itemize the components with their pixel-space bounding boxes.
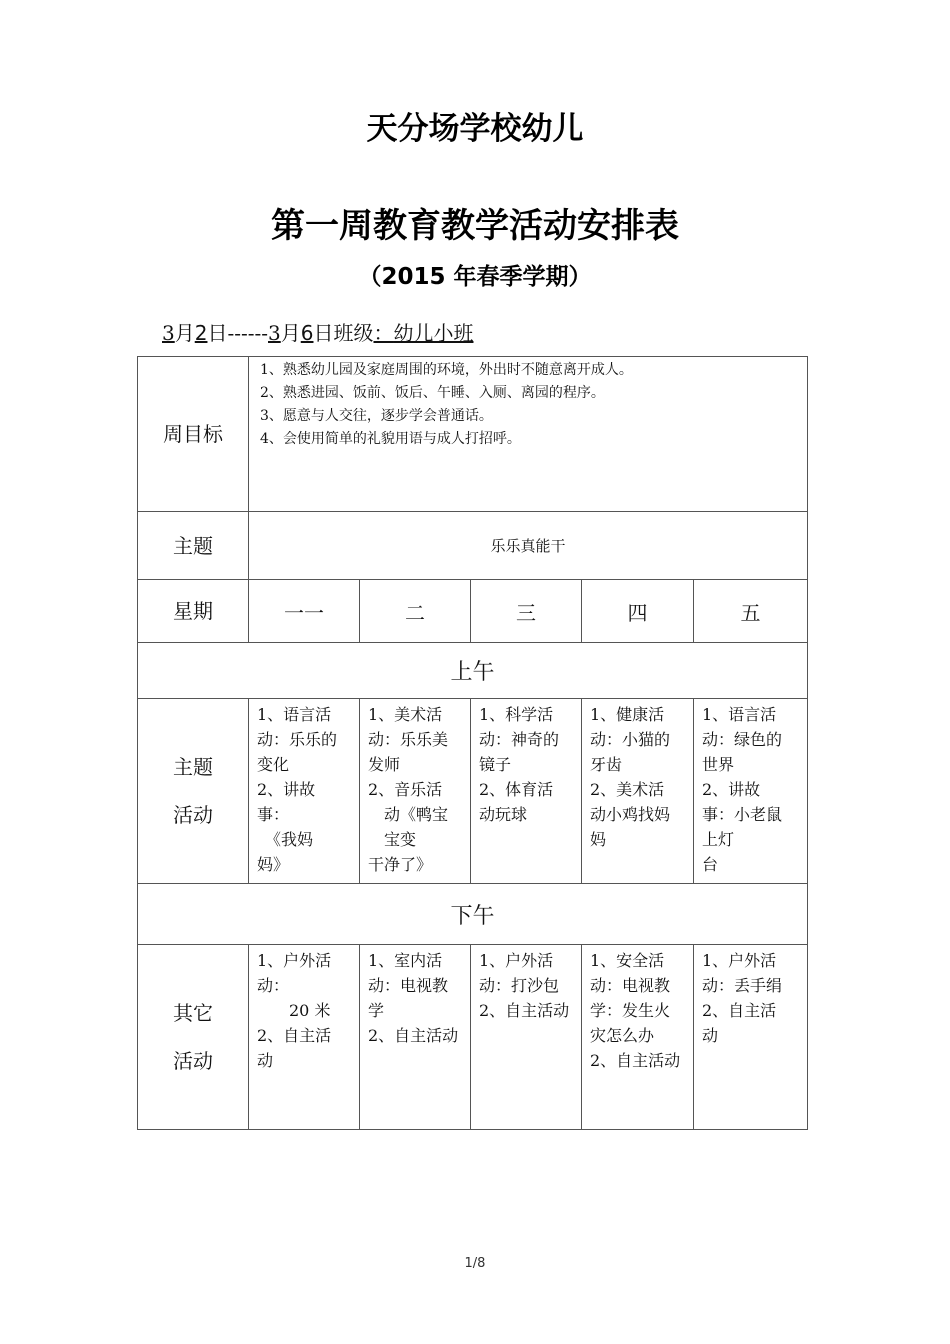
theme-activity-label	[138, 699, 249, 884]
activity-line: 世界	[702, 755, 735, 774]
month-char: 月	[174, 321, 195, 345]
afternoon-row	[138, 884, 808, 945]
activity-line: 20 米	[257, 1001, 331, 1020]
activity-line: 事：小老鼠	[702, 805, 783, 824]
other-activity-tue	[360, 945, 471, 1130]
activity-line: 2、讲故	[702, 780, 761, 799]
theme-activity-fri	[694, 699, 808, 884]
activity-line: 《我妈	[257, 830, 314, 849]
activity-line: 动	[257, 1051, 274, 1070]
activity-line: 1、美术活	[368, 705, 443, 724]
activity-line: 2、自主活动	[479, 1001, 570, 1020]
activity-line: 干净了》	[368, 855, 433, 874]
week-goals	[249, 357, 808, 512]
theme-activity-mon	[249, 699, 360, 884]
weekday-fri: 五	[694, 580, 808, 643]
other-activity-thu	[582, 945, 694, 1130]
activity-line: 1、科学活	[479, 705, 554, 724]
activity-line: 1、户外活	[257, 951, 332, 970]
page-number: 1/8	[464, 1256, 486, 1271]
activity-line: 1、语言活	[702, 705, 777, 724]
schedule-table	[137, 356, 808, 1130]
start-day: 2	[194, 321, 208, 345]
activity-line: 1、安全活	[590, 951, 665, 970]
activity-line: 事：	[257, 805, 290, 824]
activity-line: 2、体育活	[479, 780, 554, 799]
activity-line: 变化	[257, 755, 290, 774]
activity-line: 牙齿	[590, 755, 623, 774]
theme-activity-row	[138, 699, 808, 884]
goal-item: 2、熟悉进园、饭前、饭后、午睡、入厕、离园的程序。	[260, 385, 605, 401]
other-activity-label-line: 其它	[173, 1001, 213, 1025]
other-activity-label-line: 活动	[173, 1049, 213, 1073]
activity-line: 1、户外活	[702, 951, 777, 970]
activity-line: 动：丢手绢	[702, 976, 783, 995]
activity-line: 学	[368, 1001, 385, 1020]
activity-line: 动	[702, 1026, 719, 1045]
other-activity-wed	[471, 945, 582, 1130]
activity-line: 妈	[590, 830, 607, 849]
morning-row	[138, 643, 808, 699]
activity-line: 2、自主活	[257, 1026, 332, 1045]
weekday-thu: 四	[582, 580, 694, 643]
activity-line: 动：电视教	[590, 976, 671, 995]
activity-line: 2、自主活动	[590, 1051, 681, 1070]
start-month: 3	[162, 321, 175, 345]
theme-activity-tue	[360, 699, 471, 884]
activity-line: 动：乐乐的	[257, 730, 338, 749]
activity-line: 动：小猫的	[590, 730, 671, 749]
theme-activity-label-line: 主题	[173, 755, 213, 779]
month-char: 月	[280, 321, 301, 345]
theme-label: 主题	[138, 512, 249, 580]
activity-line: 发师	[368, 755, 401, 774]
activity-line: 动：	[257, 976, 290, 995]
date-class-line	[162, 317, 473, 346]
activity-line: 1、语言活	[257, 705, 332, 724]
theme-row	[138, 512, 808, 580]
other-activity-label	[138, 945, 249, 1130]
activity-line: 灾怎么办	[590, 1026, 655, 1045]
week-goal-row	[138, 357, 808, 512]
end-month: 3	[268, 321, 281, 345]
goal-item: 4、会使用简单的礼貌用语与成人打招呼。	[260, 431, 521, 447]
activity-line: 2、自主活	[702, 1001, 777, 1020]
activity-line: 宝变	[368, 830, 417, 849]
morning-label: 上午	[138, 643, 808, 699]
weekday-label: 星期	[138, 580, 249, 643]
day-char: 日	[207, 321, 228, 345]
goal-item: 3、愿意与人交往，逐步学会普通话。	[260, 408, 493, 424]
activity-line: 动：乐乐美	[368, 730, 449, 749]
activity-line: 动：绿色的	[702, 730, 783, 749]
weekday-row	[138, 580, 808, 643]
activity-line: 动：打沙包	[479, 976, 560, 995]
other-activity-row	[138, 945, 808, 1130]
activity-line: 1、户外活	[479, 951, 554, 970]
activity-line: 1、健康活	[590, 705, 665, 724]
activity-line: 动：神奇的	[479, 730, 560, 749]
activity-line: 上灯	[702, 830, 735, 849]
goal-item: 1、熟悉幼儿园及家庭周围的环境，外出时不随意离开成人。	[260, 362, 633, 378]
activity-line: 镜子	[479, 755, 512, 774]
class-colon: ：	[373, 321, 394, 345]
theme-activity-thu	[582, 699, 694, 884]
activity-line: 妈》	[257, 855, 290, 874]
activity-line: 动小鸡找妈	[590, 805, 671, 824]
afternoon-label: 下午	[138, 884, 808, 945]
activity-line: 2、自主活动	[368, 1026, 459, 1045]
activity-line: 2、美术活	[590, 780, 665, 799]
school-title: 天分场学校幼儿	[366, 111, 584, 147]
semester-subtitle: （2015 年春季学期）	[358, 264, 592, 290]
activity-line: 1、室内活	[368, 951, 443, 970]
class-label: 日班级	[313, 321, 374, 345]
activity-line: 动：电视教	[368, 976, 449, 995]
date-dash: ------	[227, 321, 269, 345]
theme-activity-label-line: 活动	[173, 803, 213, 827]
theme-activity-wed	[471, 699, 582, 884]
activity-line: 动《鸭宝	[368, 805, 449, 824]
theme-value: 乐乐真能干	[249, 512, 808, 580]
class-name: 幼儿小班	[393, 321, 474, 345]
activity-line: 动玩球	[479, 805, 528, 824]
weekday-tue: 二	[360, 580, 471, 643]
weekday-mon: 一一	[249, 580, 360, 643]
other-activity-mon	[249, 945, 360, 1130]
week-goal-label: 周目标	[138, 357, 249, 512]
activity-line: 2、音乐活	[368, 780, 443, 799]
other-activity-fri	[694, 945, 808, 1130]
activity-line: 学：发生火	[590, 1001, 671, 1020]
end-day: 6	[300, 321, 314, 345]
activity-line: 2、讲故	[257, 780, 316, 799]
weekday-wed: 三	[471, 580, 582, 643]
activity-line: 台	[702, 855, 719, 874]
schedule-title: 第一周教育教学活动安排表	[271, 206, 679, 246]
